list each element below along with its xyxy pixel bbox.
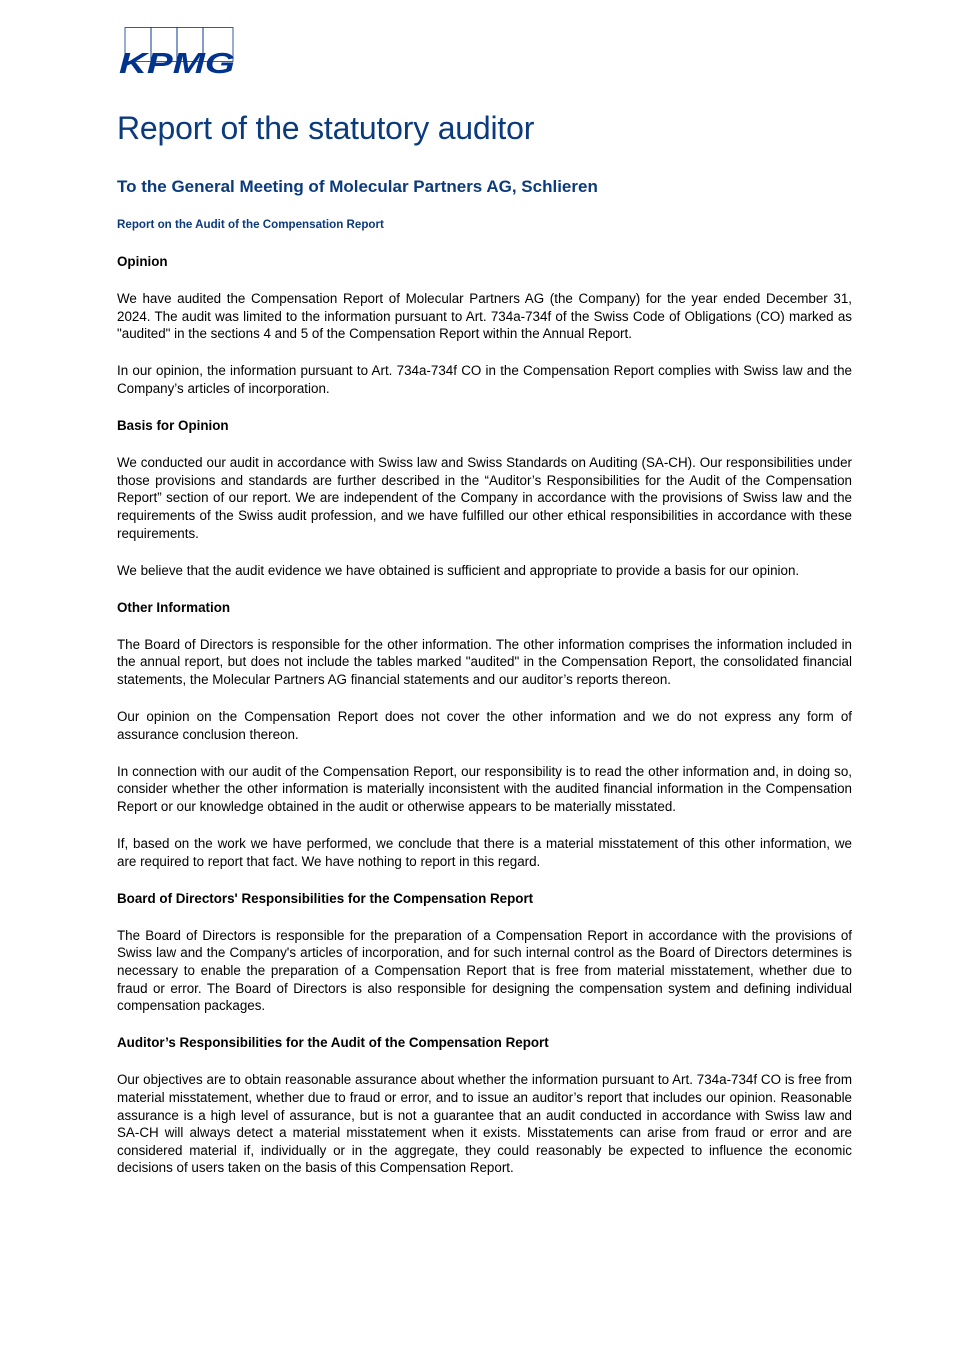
paragraph: In our opinion, the information pursuant to Art. 734a-734f CO in the Compensation Report complies with Swiss law and the Company’s articles of incorporation.	[117, 363, 852, 396]
section-heading: Auditor’s Responsibilities for the Audit of the Compensation Report	[117, 1035, 549, 1051]
section-auditor-responsibilities	[117, 1034, 852, 1177]
addressee-subtitle: To the General Meeting of Molecular Partners AG, Schlieren	[117, 177, 598, 196]
section-other-information	[117, 599, 852, 871]
kpmg-logo	[119, 27, 237, 75]
report-body	[117, 253, 852, 1196]
section-opinion	[117, 253, 852, 398]
section-heading: Board of Directors' Responsibilities for the Compensation Report	[117, 890, 534, 906]
section-label: Report on the Audit of the Compensation Report	[117, 218, 384, 231]
section-heading: Opinion	[117, 254, 168, 269]
paragraph: In connection with our audit of the Compensation Report, our responsibility is to read the other information and, in doing so, consider whether the other information is materially inconsistent with the audited financial information in the Compensation Report or our knowledge obtained in the audit or otherwise appears to be materially misstated.	[117, 763, 852, 814]
section-board-responsibilities	[117, 890, 852, 1015]
svg-text:KPMG: KPMG	[119, 48, 235, 75]
paragraph: We believe that the audit evidence we have obtained is sufficient and appropriate to provide a basis for our opinion.	[117, 562, 800, 578]
paragraph: The Board of Directors is responsible for the preparation of a Compensation Report in accordance with the provisions of Swiss law and the Company's articles of incorporation, and for such internal control as the Board of Directors determines is necessary to enable the preparation of a Compensation Report that is free from material misstatement, whether due to fraud or error. The Board of Directors is also responsible for designing the compensation system and defining individual compensation packages.	[117, 927, 852, 1014]
paragraph: The Board of Directors is responsible for the other information. The other information comprises the information included in the annual report, but does not include the tables marked "audited" in the Compensation Report, the consolidated financial statements, the Molecular Partners AG financial statements and our auditor’s reports thereon.	[117, 636, 852, 687]
paragraph: We have audited the Compensation Report of Molecular Partners AG (the Company) for the year ended December 31, 2024. The audit was limited to the information pursuant to Art. 734a-734f of the Swiss Code of Obligations (CO) marked as "audited" in the sections 4 and 5 of the Compensation Report within the Annual Report.	[117, 291, 852, 342]
section-heading: Other Information	[117, 599, 231, 615]
section-heading: Basis for Opinion	[117, 418, 229, 434]
page-title: Report of the statutory auditor	[117, 110, 535, 146]
paragraph: Our opinion on the Compensation Report does not cover the other information and we do not express any form of assurance conclusion thereon.	[117, 709, 852, 742]
paragraph: Our objectives are to obtain reasonable assurance about whether the information pursuant to Art. 734a-734f CO is free from material misstatement, whether due to fraud or error, and to issue an auditor’s report that includes our opinion. Reasonable assurance is a high level of assurance, but is not a guarantee that an audit conducted in accordance with Swiss law and SA-CH will always detect a material misstatement when it exists. Misstatements can arise from fraud or error and are considered material if, individually or in the aggregate, they could reasonably be expected to influence the economic decisions of users taken on the basis of this Compensation Report.	[117, 1072, 852, 1176]
paragraph: We conducted our audit in accordance with Swiss law and Swiss Standards on Auditing (SA-CH). Our responsibilities under those provisions and standards are further described in the “Auditor’s Responsibilities for the Audit of the Compensation Report” section of our report. We are independent of the Company in accordance with the provisions of Swiss law and the requirements of the Swiss audit profession, and we have fulfilled our other ethical responsibilities in accordance with these requirements.	[117, 455, 852, 541]
paragraph: If, based on the work we have performed, we conclude that there is a material misstatement of this other information, we are required to report that fact. We have nothing to report in this regard.	[117, 836, 852, 869]
section-basis-for-opinion	[117, 417, 852, 579]
